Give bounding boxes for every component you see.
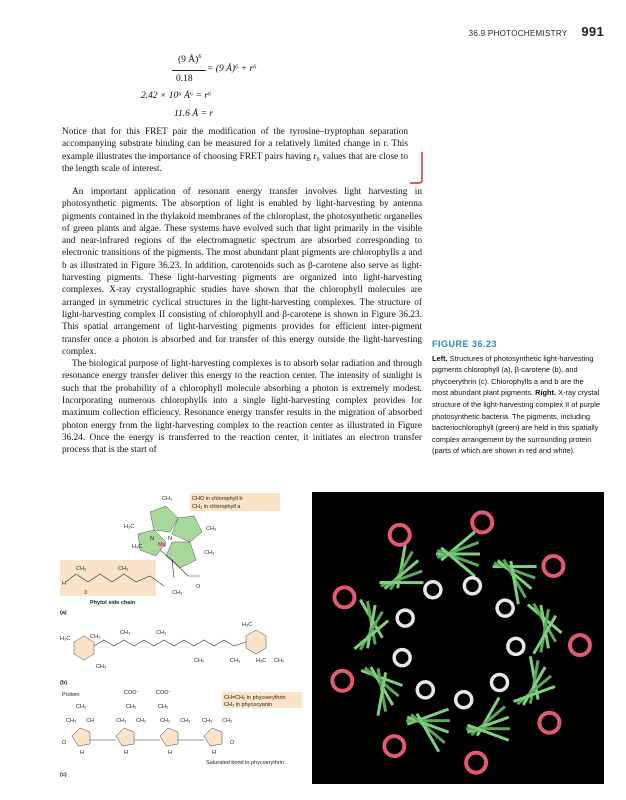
atom-label: CH₃ [76, 704, 87, 710]
chlorophyll-note-2: CH₃ in chlorophyll a [192, 504, 241, 510]
equation-1-denominator: 0.18 [176, 74, 193, 84]
example-end-bracket [408, 150, 426, 186]
phytol-box [60, 560, 156, 596]
caption-left-text: Structures of photosynthetic light-harvesting pigments chlorophyll (a), β-carotene (b), and phycoerythrin (c). Chlorophylls a and b are the most abundant plant pigments. [432, 353, 594, 398]
atom-label: H [168, 750, 172, 756]
equation-3: 11.6 Å = r [174, 109, 213, 119]
atom-label: CH₃ [230, 658, 241, 664]
atom-label: H₃C [124, 524, 135, 530]
atom-label: CH₃ [206, 526, 217, 532]
atom-label: 3 [84, 590, 88, 596]
body-paragraph-1: An important application of resonant energy transfer involves light harvesting in photosynthetic pigments. The absorption of light is enabled by light-harvesting by antenna pigments contained in the thylakoid membranes of the chloroplast, the photosynthetic organelles of green plants and algae. These systems have evolved such that light primarily in the visible and near-infrared regions of the electromagnetic spectrum are absorbed corresponding to electronic transitions of the pigments. The most abundant plant pigments are chlorophylls a and b as illustrated in Figure 36.23. In addition, carotenoids such as β-carotene also serve as light-harvesting pigments. These light-harvesting pigments are organized into light-harvesting complexes. X-ray crystallographic studies have shown that the chlorophyll molecules are arranged in symmetric cyclical structures in the light-harvesting complexes. The structure of light-harvesting complex II consisting of chlorophyll and β-carotene is shown in Figure 36.23. This spatial arrangement of light-harvesting pigments provides for efficient inter-pigment transfer once a photon is absorbed and for transfer of this energy outside the light-harvesting complex. [62, 187, 422, 357]
atom-label: CH₃ [204, 550, 215, 556]
body-paragraph-2: The biological purpose of light-harvesting complexes is to absorb solar radiation and through resonance energy transfer deliver this energy to the reaction center. The intensity of sunlight is such that the probability of a chlorophyll molecule absorbing a photon is extremely modest. Incorporating numerous chlorophylls into a single light-harvesting complex provides for maximum collection efficiency. Resonance energy transfer results in the migration of absorbed photon energy from the light-harvesting complex to the reaction center as illustrated in Figure 36.24. Once the energy is transferred to the reaction center, it initiates an electron transfer process that is the start of [62, 359, 422, 456]
panel-b-label: (b) [60, 680, 68, 686]
atom-label: CH₃ [120, 630, 131, 636]
atom-label: CH₃ [118, 566, 129, 572]
atom-label: H₃C [242, 622, 253, 628]
atom-label: CH₃ [96, 664, 107, 670]
page-number: 991 [581, 24, 604, 39]
atom-label: N [150, 536, 154, 542]
atom-label: CH₂ [222, 718, 233, 724]
atom-label: CH₃ [90, 634, 101, 640]
panel-c-label: (c) [60, 772, 67, 778]
atom-label: CH [86, 718, 94, 724]
equation-1-numerator: (9 Å)$^6$ [178, 54, 202, 66]
atom-label: CH₂ [126, 704, 137, 710]
atom-label: CH₃ [172, 590, 183, 596]
caption-right-lead: Right. [535, 388, 557, 398]
atom-label: CH₃ [202, 718, 213, 724]
saturated-note: Saturated bond in phycoerythrin [206, 760, 284, 766]
atom-label: O [196, 584, 201, 590]
figure-title: FIGURE 36.23 [432, 339, 498, 349]
phytol-label: Phytol side chain [90, 600, 136, 606]
beta-carotene-structure [60, 622, 284, 686]
atom-label: CH₃ [156, 630, 167, 636]
atom-label: CH₃ [66, 718, 77, 724]
phyco-note-2: CH₃ in phycocyanin [224, 702, 273, 708]
lh2-crystal-structure-image [312, 492, 604, 784]
atom-label: CH₂ [136, 718, 147, 724]
fraction-bar [172, 70, 206, 71]
example-note: Notice that for this FRET pair the modification of the tyrosine–tryptophan separation accompanying substrate binding can be measured for a relatively limited change in r. This example illustrates the importance of choosing FRET pairs having r₀ values that are close to the length scale of interest. [62, 127, 408, 174]
caption-left-lead: Left. [432, 353, 448, 363]
atom-label: O [62, 740, 67, 746]
equation-2: 2.42 × 10⁶ Å⁶ = r⁶ [141, 91, 212, 101]
panel-a-label: (a) [60, 610, 67, 616]
chlorophyll-structure [60, 493, 280, 616]
body-text [62, 186, 422, 457]
protein-label: Protein [62, 692, 80, 698]
atom-label: H₃C [60, 636, 71, 642]
pyrrole-rings [72, 728, 222, 746]
magnesium-label: Mg [158, 542, 166, 548]
atom-label: H [212, 750, 216, 756]
atom-label: CH₃ [162, 496, 173, 502]
equation-1-rhs: = (9 Å)⁶ + r⁶ [207, 64, 257, 74]
phyco-note-1: CH=CH₂ in phycoerythrin [224, 695, 286, 701]
chlorophyll-note-1: CHO in chlorophyll b [192, 496, 243, 502]
atom-label: CH₃ [194, 658, 205, 664]
atom-label: COO⁻ [156, 690, 172, 696]
atom-label: CH₂ [158, 704, 169, 710]
figure-caption [432, 339, 600, 457]
atom-label: CH₃ [274, 658, 285, 664]
pigment-structures [60, 490, 310, 780]
atom-label: N [168, 536, 172, 542]
atom-label: COO⁻ [124, 690, 140, 696]
atom-label: H [80, 750, 84, 756]
atom-label: H [124, 750, 128, 756]
caption-right-text: X-ray crystal structure of the light-harvesting complex II of purple photosynthetic bacteria. The pigments, including bacteriochlorophyll (green) are held in this spatially complex arrangement by the surrounding protein (parts of which are shown in red and white). [432, 388, 601, 456]
atom-label: CH₂ [160, 718, 171, 724]
atom-label: O [230, 740, 235, 746]
atom-label: CH₃ [76, 566, 87, 572]
phycoerythrin-structure [60, 690, 302, 778]
running-header [469, 24, 604, 39]
atom-label: H₃C [132, 544, 143, 550]
section-title: 36.9 PHOTOCHEMISTRY [468, 29, 568, 38]
atom-label: H [62, 581, 66, 587]
atom-label: CH₃ [116, 718, 127, 724]
atom-label: H₃C [256, 658, 267, 664]
atom-label: CH₃ [180, 718, 191, 724]
